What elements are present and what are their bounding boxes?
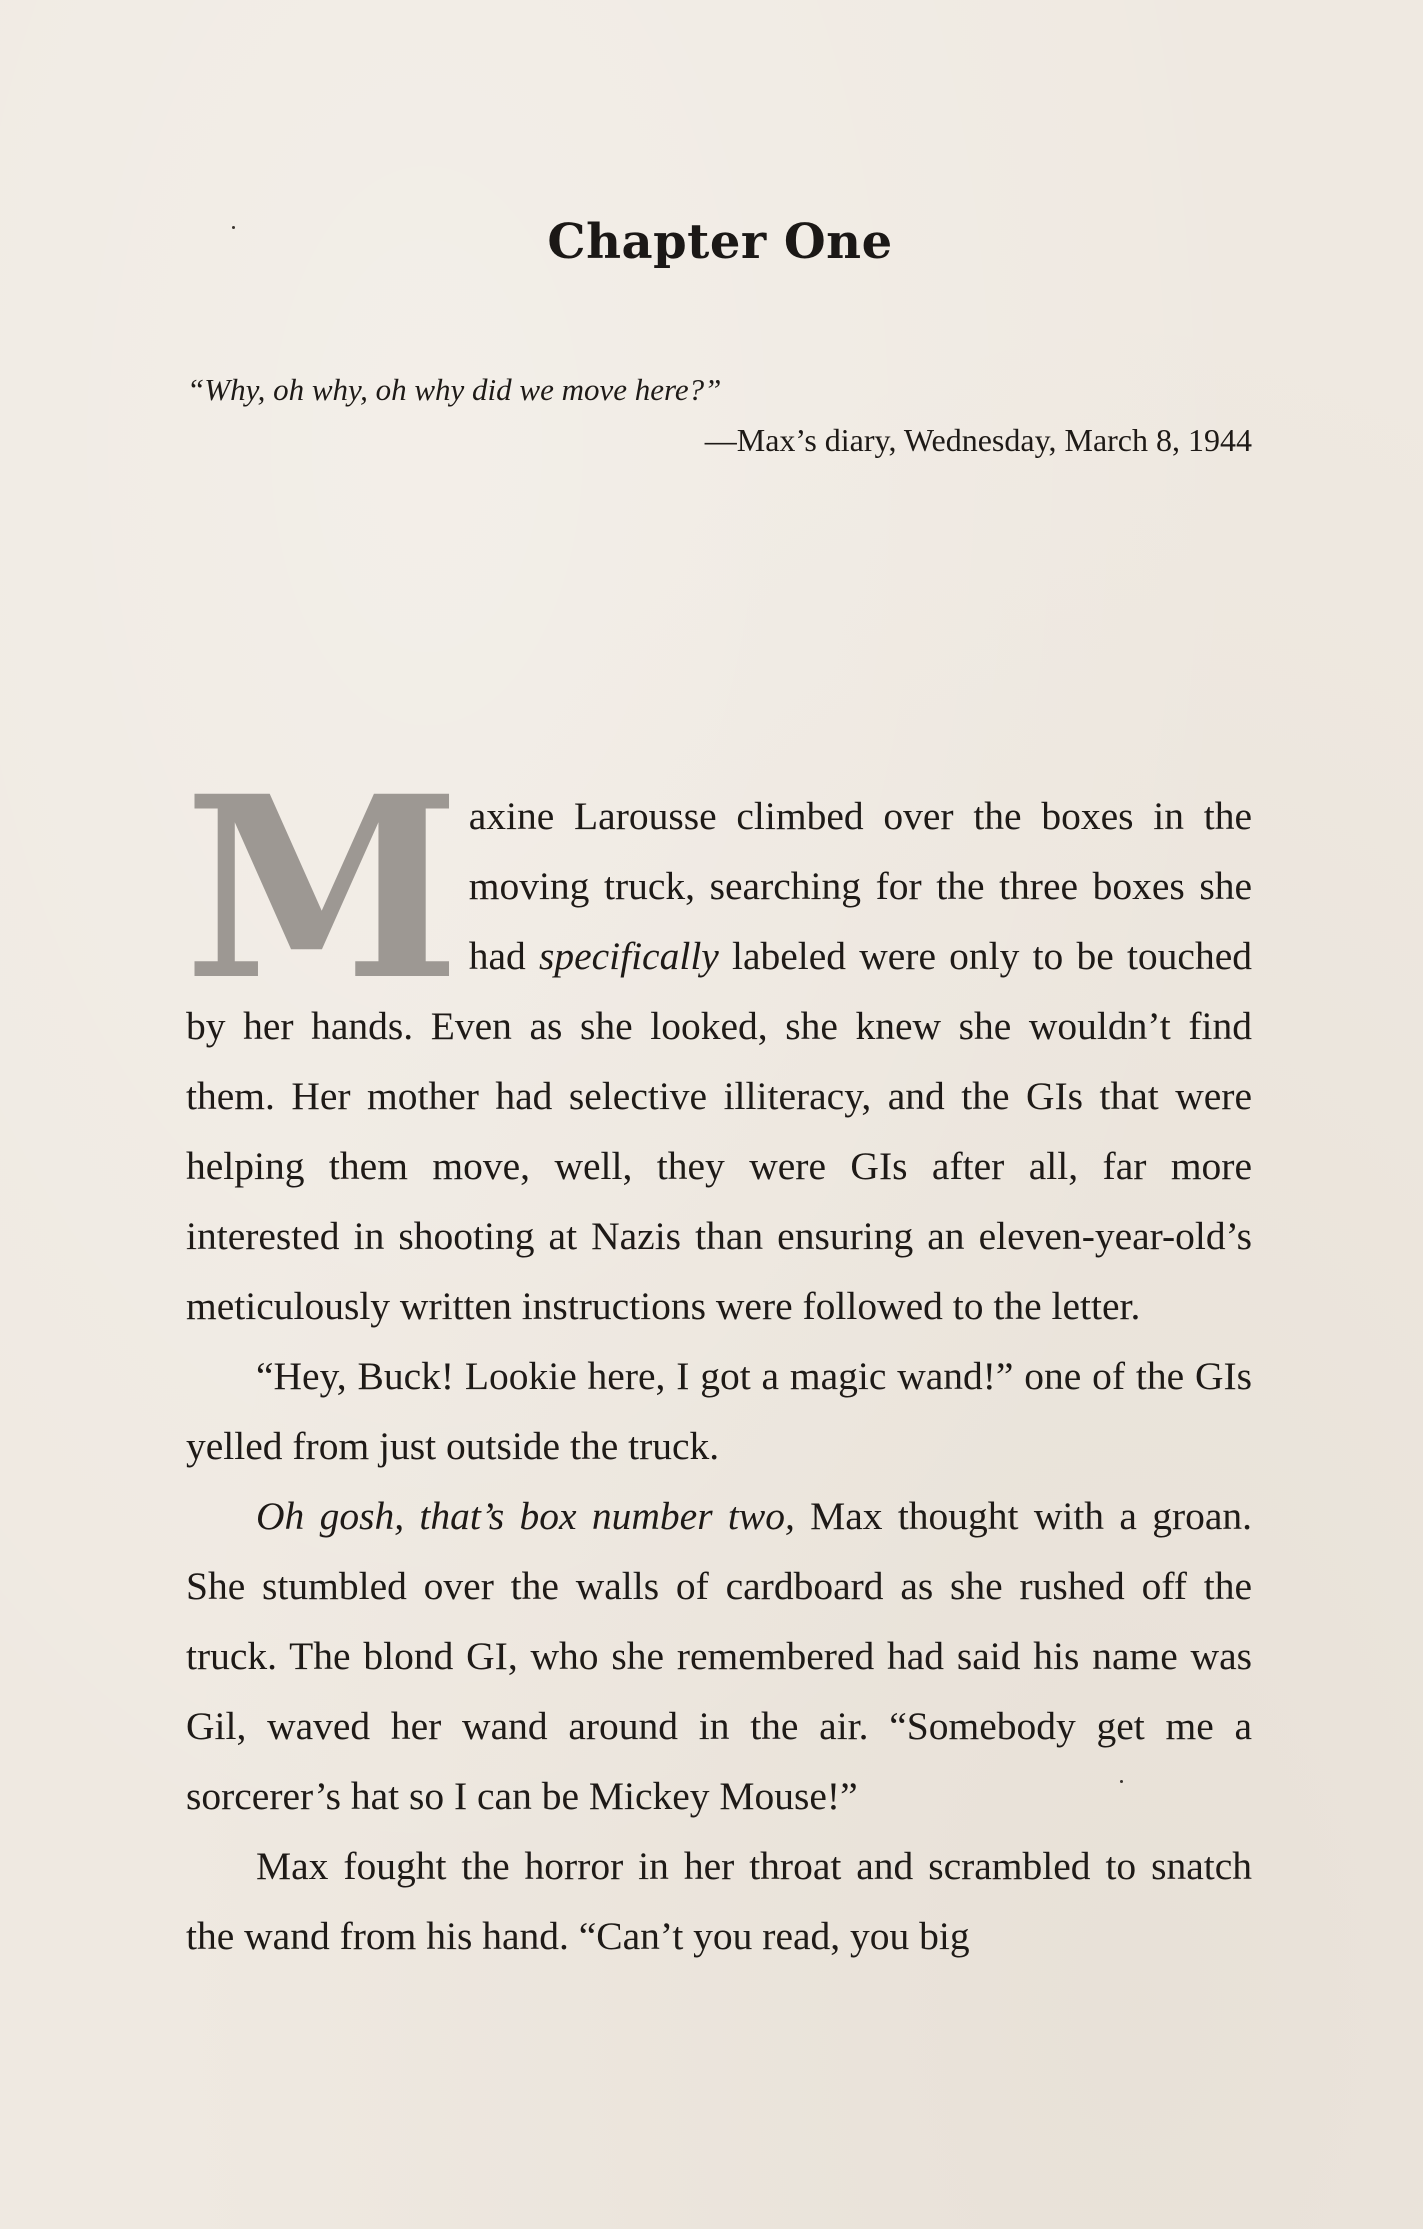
epigraph-attribution: —Max’s diary, Wednesday, March 8, 1944 xyxy=(704,422,1252,458)
epigraph-quote: “Why, oh why, oh why did we move here?” xyxy=(187,372,722,407)
paragraph-2: “Hey, Buck! Lookie here, I got a magic wand!” one of the GIs yelled from just outside the truck. xyxy=(186,1354,1252,1468)
paragraph-3-text: Max thought with a groan. She stumbled over the walls of cardboard as she rushed off the truck. The blond GI, who she remembered had said his name was Gil, waved her wand around in the air. “Somebody get me a sorcerer’s hat so I can be Mickey Mouse!” xyxy=(186,1494,1253,1818)
paragraph-4: Max fought the horror in her throat and scrambled to snatch the wand from his hand. “Can’t you read, you big xyxy=(186,1844,1252,1958)
paragraph-1-emphasis: specifically xyxy=(538,934,719,978)
paragraph-3-emphasis: Oh gosh, that’s box number two, xyxy=(256,1494,795,1538)
paper-speck xyxy=(1120,1780,1123,1783)
paragraph-1 xyxy=(184,741,1252,1341)
paragraph-1-text-end: labeled were only to be touched by her hands. Even as she looked, she knew she wouldn’t find them. Her mother had selective illiteracy, and the GIs that were helping them move, well, they were GIs after all, far more interested in shooting at Nazis than ensuring an eleven-year-old’s meticulously written instructions were followed to the letter. xyxy=(186,934,1252,1328)
paragraph-1-text-start: axine Larousse climbed over the boxes in the moving truck, searching for the three boxes she had xyxy=(468,794,1252,978)
chapter-body xyxy=(184,741,1253,1971)
paper-speck xyxy=(232,226,235,229)
chapter-title: Chapter One xyxy=(547,214,893,270)
drop-cap-letter: M xyxy=(184,741,457,1035)
paragraph-3 xyxy=(186,1481,1252,1831)
